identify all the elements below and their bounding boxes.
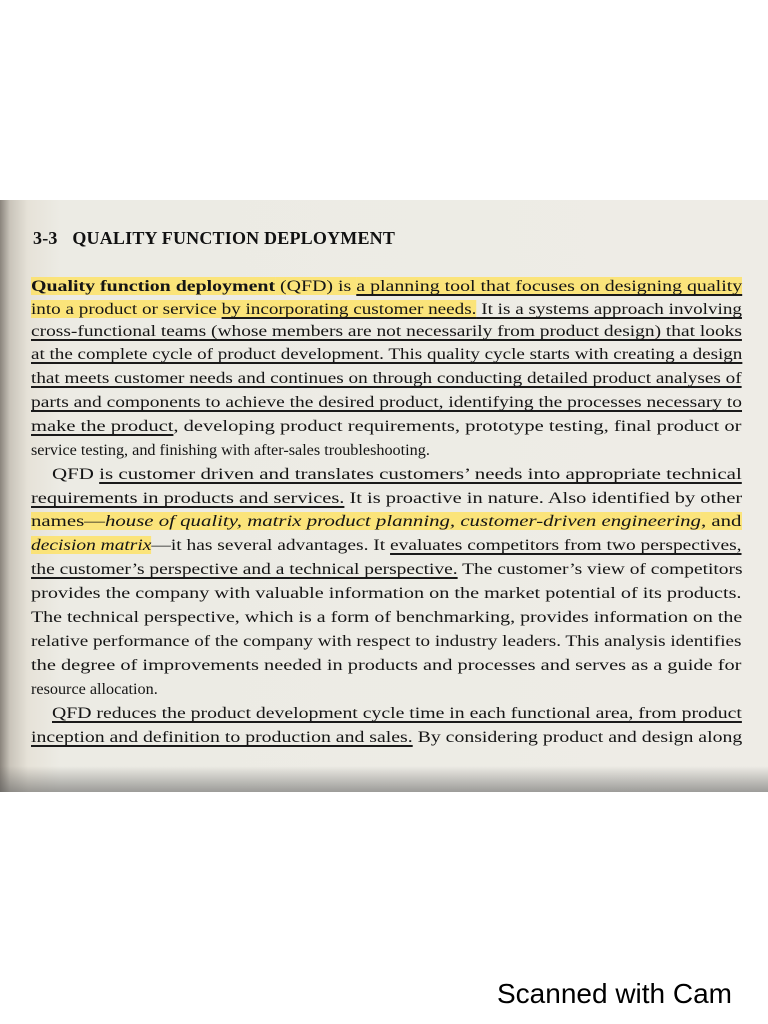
text-run: It is proactive in nature. Also identified by other [344,489,743,507]
text-run: that meets customer needs and continues on through conducting detailed product analyses of [31,369,742,387]
text-line [31,392,742,412]
highlighted-text: , and [700,512,742,530]
text-run: The customer’s view of competitors [457,560,743,578]
text-run: QFD reduces the product development cycle time in each functional area, from product [52,704,742,722]
highlighted-text: Quality function deployment [31,277,276,295]
text-run: cross-functional teams (whose members are not necessarily from product design) that looks [31,322,742,340]
text-line [52,464,742,484]
text-run: at the complete cycle of product development. This quality cycle starts with creating a design [31,345,743,363]
highlighted-text: a planning tool that focuses on designing quality [356,277,743,295]
text-line [31,655,741,675]
text-run: relative performance of the company with respect to industry leaders. This analysis identifies [31,632,742,650]
text-line [31,440,430,460]
text-run: The technical perspective, which is a form of benchmarking, provides information on the [31,608,743,626]
text-run: evaluates competitors from two perspectives, [390,536,742,554]
highlighted-text: by incorporating customer needs. [221,300,477,318]
text-run: parts and components to achieve the desired product, identifying the processes necessary to [31,393,743,411]
text-line [31,583,741,603]
text-run: —it has several advantages. It [151,536,391,554]
text-run: QFD [52,465,100,483]
text-line [31,511,741,531]
section-title: QUALITY FUNCTION DEPLOYMENT [72,228,396,248]
highlighted-text: names— [31,512,105,530]
section-number: 3-3 [33,228,58,248]
highlighted-text: (QFD) [275,277,339,295]
text-run: , developing product requirements, prototype testing, final product or [173,417,742,435]
text-line [31,299,742,319]
text-line [52,703,742,723]
text-run: is customer driven and translates customers’ needs into appropriate technical [99,465,742,483]
scan-watermark: Scanned with Cam [497,978,733,1009]
text-run: the degree of improvements needed in products and processes and serves as a guide for [31,656,742,674]
text-line [31,727,742,747]
text-line [31,368,742,388]
text-line [31,631,741,651]
text-line [31,276,742,296]
highlighted-text: is [338,277,357,295]
text-run: the customer’s perspective and a technical perspective. [31,560,458,578]
text-line [31,488,742,508]
text-run: make the product [31,417,174,435]
text-line [31,416,741,436]
text-run: provides the company with valuable information on the market potential of its products. [31,584,742,602]
text-run: By considering product and design along [412,728,743,746]
text-run: resource allocation. [31,680,158,698]
highlighted-text: house of quality, matrix product planning, customer-driven engineering [104,512,701,530]
text-line [31,679,158,699]
highlighted-text: decision matrix [31,536,152,554]
text-run: It is a systems approach involving [476,300,742,318]
text-line [31,321,742,341]
scanned-page [0,200,768,792]
text-run: service testing, and finishing with after-sales troubleshooting. [31,441,430,459]
highlighted-text: into a product or service [31,300,222,318]
text-line [31,535,742,555]
text-run: requirements in products and services. [31,489,345,507]
text-line [31,344,742,364]
text-line [31,559,743,579]
text-run: inception and definition to production and sales. [31,728,413,746]
text-line [31,607,742,627]
section-heading [33,228,395,249]
